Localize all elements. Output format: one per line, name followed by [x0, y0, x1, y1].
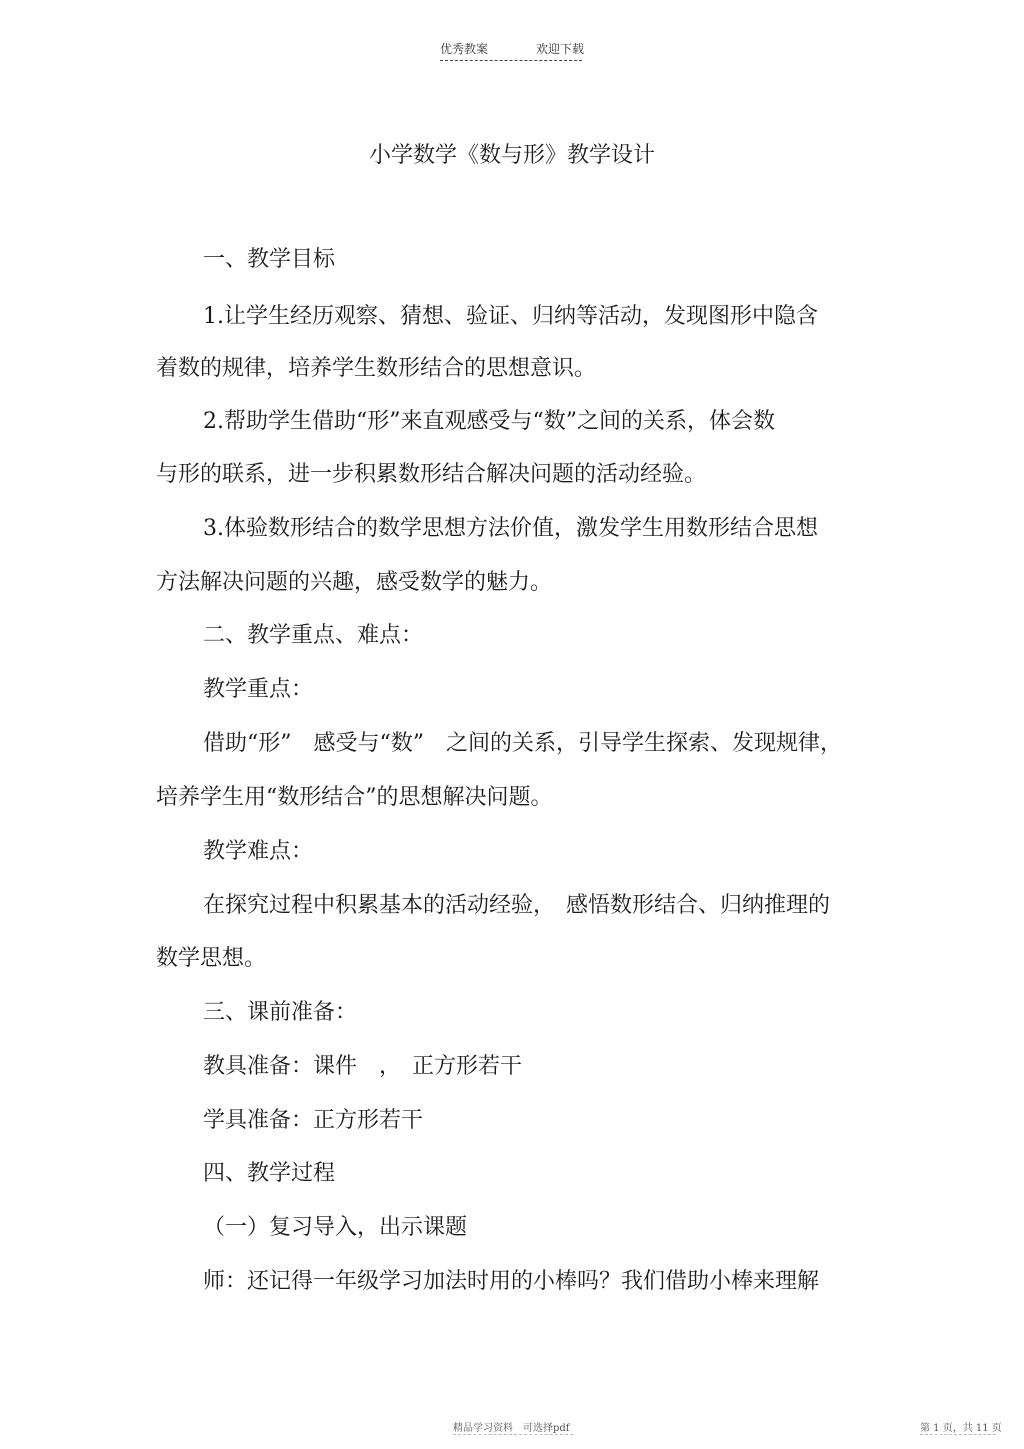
- paragraph-line: 数学思想。: [156, 946, 267, 971]
- section-heading-key-points: 二、教学重点、难点：: [203, 623, 424, 648]
- paragraph-line: 与形的联系，进一步积累数形结合解决问题的活动经验。: [156, 462, 707, 487]
- subheading-difficulty: 教学难点：: [203, 839, 314, 864]
- header-right-text: 欢迎下载: [536, 42, 585, 56]
- paragraph-line: 2.帮助学生借助“形”来直观感受与“数”之间的关系，体会数: [203, 409, 775, 434]
- footer-left-text: 精品学习资料 可选择pdf: [453, 1423, 570, 1434]
- paragraph-line: 着数的规律，培养学生数形结合的思想意识。: [156, 356, 597, 381]
- footer-page-number: 第 1 页，共 11 页: [920, 1423, 1002, 1434]
- footer-right-divider: [920, 1434, 996, 1435]
- footer-left-divider: [453, 1434, 573, 1435]
- section-heading-process: 四、教学过程: [203, 1161, 336, 1186]
- section-heading-preparation: 三、课前准备：: [203, 1000, 358, 1025]
- paragraph-line: 教具准备：课件 ， 正方形若干: [203, 1054, 523, 1079]
- paragraph-line: 学具准备：正方形若干: [203, 1108, 424, 1133]
- paragraph-line: 在探究过程中积累基本的活动经验， 感悟数形结合、归纳推理的: [203, 893, 831, 918]
- paragraph-line: 1.让学生经历观察、猜想、验证、归纳等活动，发现图形中隐含: [203, 304, 818, 329]
- header-divider: [440, 60, 582, 61]
- paragraph-line: 借助“形” 感受与“数” 之间的关系，引导学生探索、发现规律，: [203, 731, 842, 756]
- subheading-review: （一）复习导入，出示课题: [203, 1215, 468, 1240]
- header-left-text: 优秀教案: [440, 42, 489, 56]
- paragraph-line: 3.体验数形结合的数学思想方法价值，激发学生用数形结合思想: [203, 516, 818, 541]
- section-heading-goals: 一、教学目标: [203, 247, 336, 272]
- subheading-key-point: 教学重点：: [203, 677, 314, 702]
- paragraph-line: 培养学生用“数形结合”的思想解决问题。: [156, 785, 553, 810]
- paragraph-line: 师：还记得一年级学习加法时用的小棒吗？我们借助小棒来理解: [203, 1269, 820, 1294]
- document-title: 小学数学《数与形》教学设计: [368, 143, 655, 168]
- paragraph-line: 方法解决问题的兴趣，感受数学的魅力。: [156, 570, 553, 595]
